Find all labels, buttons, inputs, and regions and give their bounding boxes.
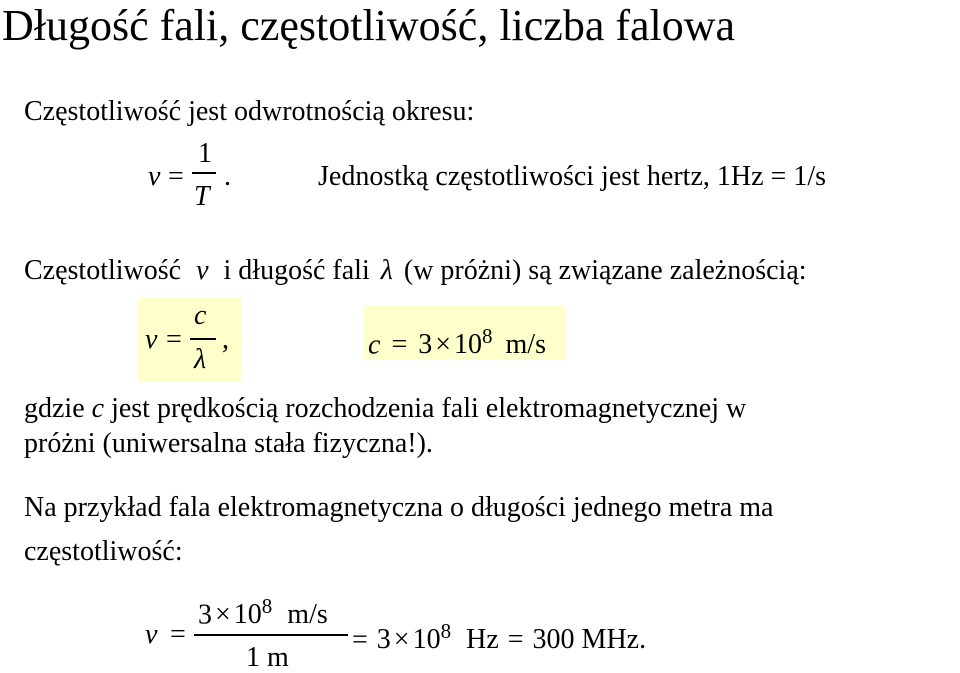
times-sign: × bbox=[435, 329, 452, 361]
fraction-bar bbox=[194, 634, 348, 636]
base: 10 bbox=[454, 329, 483, 361]
fraction-bar bbox=[192, 172, 216, 174]
numerator-exponent: 8 bbox=[261, 594, 273, 618]
result-expression bbox=[352, 621, 646, 654]
where-prefix: gdzie bbox=[24, 393, 85, 424]
equals-sign: = bbox=[168, 161, 184, 192]
relation-prefix: Częstotliwość bbox=[24, 255, 182, 286]
fraction-denominator: 1 m bbox=[246, 642, 289, 673]
mantissa: 3 bbox=[418, 329, 433, 361]
result-unit: Hz bbox=[466, 624, 499, 656]
c-symbol-inline: c bbox=[91, 393, 105, 424]
final-value: 300 MHz. bbox=[532, 624, 647, 656]
nu-symbol: ν bbox=[148, 161, 161, 192]
numerator-unit: m/s bbox=[287, 599, 328, 631]
formula-comma: , bbox=[222, 324, 229, 355]
lambda-symbol-inline: λ bbox=[380, 255, 393, 286]
result-mantissa: 3 bbox=[376, 624, 391, 656]
numerator-times: × bbox=[215, 599, 231, 631]
example-text-line1: Na przykład fala elektromagnetyczna o długości jednego metra ma bbox=[24, 492, 774, 523]
result-exponent: 8 bbox=[440, 619, 452, 643]
equals-sign-2: = bbox=[352, 624, 368, 656]
fraction-numerator: c bbox=[194, 300, 207, 331]
period-intro-text: Częstotliwość jest odwrotnością okresu: bbox=[24, 96, 475, 127]
numerator-base: 10 bbox=[233, 599, 262, 631]
where-suffix: jest prędkością rozchodzenia fali elektromagnetycznej w bbox=[111, 393, 747, 424]
fraction-numerator bbox=[198, 596, 328, 629]
where-text-line2: próżni (uniwersalna stała fizyczna!). bbox=[24, 428, 433, 459]
result-times: × bbox=[393, 624, 410, 656]
relation-middle: i długość fali bbox=[223, 255, 370, 286]
fraction-numerator: 1 bbox=[198, 138, 212, 169]
fraction-bar bbox=[190, 338, 216, 340]
equals-sign: = bbox=[170, 619, 186, 650]
fraction-denominator: λ bbox=[194, 344, 207, 375]
nu-symbol-inline: ν bbox=[196, 255, 209, 286]
equals-sign-3: = bbox=[507, 624, 524, 656]
speed-of-light-formula bbox=[368, 326, 546, 359]
page-title: Długość fali, częstotliwość, liczba falowa bbox=[2, 1, 736, 50]
equals-sign: = bbox=[391, 329, 408, 361]
formula-period: . bbox=[224, 161, 231, 192]
result-base: 10 bbox=[412, 624, 441, 656]
hertz-unit-note: Jednostką częstotliwości jest hertz, 1Hz = 1/s bbox=[318, 161, 827, 192]
numerator-mantissa: 3 bbox=[198, 599, 212, 631]
relation-suffix: (w próżni) są związane zależnością: bbox=[403, 255, 807, 286]
c-symbol: c bbox=[368, 329, 381, 361]
nu-symbol: ν bbox=[145, 619, 158, 650]
unit: m/s bbox=[505, 329, 546, 361]
fraction-denominator: T bbox=[194, 181, 210, 212]
equals-sign: = bbox=[166, 324, 182, 355]
exponent: 8 bbox=[482, 324, 493, 348]
where-text-line1 bbox=[24, 395, 746, 423]
nu-symbol: ν bbox=[145, 324, 158, 355]
example-text-line2: częstotliwość: bbox=[24, 536, 183, 567]
relation-text bbox=[24, 257, 807, 285]
